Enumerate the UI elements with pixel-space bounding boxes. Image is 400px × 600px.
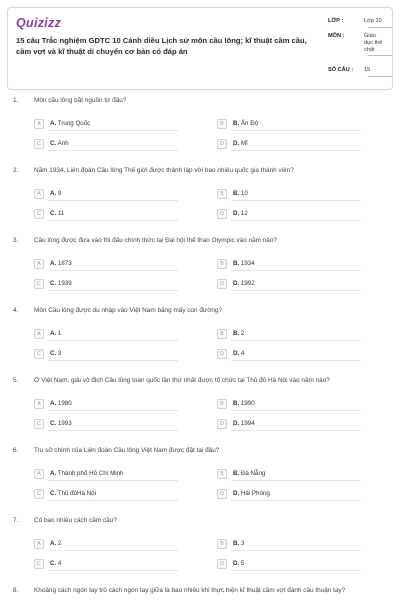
- answer-option-c[interactable]: [34, 139, 194, 150]
- answer-option-b[interactable]: [217, 539, 377, 550]
- answer-option-c[interactable]: [34, 349, 194, 360]
- question-number: 3.: [13, 237, 19, 244]
- answer-option-d[interactable]: [217, 419, 377, 430]
- option-text: C. 3: [50, 350, 62, 357]
- option-text: A. Thành phố Hồ Chí Minh: [50, 470, 124, 477]
- class-label: LỚP :: [328, 18, 344, 24]
- option-text: A. 1: [50, 330, 62, 337]
- option-underline: [231, 550, 361, 551]
- answer-option-a[interactable]: [34, 329, 194, 340]
- option-text: C. 4: [50, 560, 62, 567]
- option-letter-box: D: [217, 349, 227, 359]
- option-text: D. 4: [233, 350, 245, 357]
- option-letter-box: D: [217, 559, 227, 569]
- option-underline: [231, 500, 361, 501]
- quizizz-logo: Quizizz: [16, 16, 62, 30]
- answer-option-b[interactable]: [217, 399, 377, 410]
- question-text: Môn cầu lông bắt nguồn từ đâu?: [34, 97, 127, 104]
- answer-option-b[interactable]: [217, 329, 377, 340]
- option-letter-box: B: [217, 329, 227, 339]
- option-letter-box: D: [217, 489, 227, 499]
- question-number: 4.: [13, 307, 19, 314]
- option-letter-box: A: [34, 329, 44, 339]
- option-letter-box: C: [34, 349, 44, 359]
- option-text: D. 1992: [233, 280, 255, 287]
- question-number: 6.: [13, 447, 19, 454]
- option-text: B. 10: [233, 190, 248, 197]
- option-underline: [48, 290, 178, 291]
- option-letter-box: C: [34, 279, 44, 289]
- answer-option-d[interactable]: [217, 559, 377, 570]
- option-text: A. Trung Quốc: [50, 120, 91, 127]
- option-text: A. 1873: [50, 260, 72, 267]
- answer-option-a[interactable]: [34, 469, 194, 480]
- option-letter-box: B: [217, 539, 227, 549]
- option-letter-box: C: [34, 419, 44, 429]
- subject-value-line-3: chất: [364, 47, 375, 53]
- answer-option-b[interactable]: [217, 469, 377, 480]
- option-letter-box: A: [34, 469, 44, 479]
- answer-option-b[interactable]: [217, 259, 377, 270]
- subject-label: MÔN :: [328, 33, 345, 39]
- option-underline: [48, 410, 178, 411]
- option-letter-box: B: [217, 399, 227, 409]
- question-text: Môn Cầu lông được du nhập vào Việt Nam bằng mấy con đường?: [34, 307, 223, 314]
- option-underline: [231, 570, 361, 571]
- question-number: 7.: [13, 517, 19, 524]
- option-underline: [231, 270, 361, 271]
- option-text: B. 1934: [233, 260, 255, 267]
- option-letter-box: C: [34, 489, 44, 499]
- option-underline: [231, 480, 361, 481]
- question-number: 8.: [13, 587, 19, 594]
- option-letter-box: C: [34, 209, 44, 219]
- option-underline: [48, 550, 178, 551]
- question-text: Năm 1934, Liên đoàn Cầu lông Thế giới được thành lập với bao nhiêu quốc gia thành viên?: [34, 167, 294, 174]
- count-value: 15: [364, 67, 371, 73]
- option-text: D. Hải Phòng: [233, 490, 270, 497]
- question-number: 5.: [13, 377, 19, 384]
- option-letter-box: A: [34, 399, 44, 409]
- option-underline: [231, 410, 361, 411]
- option-underline: [48, 340, 178, 341]
- option-letter-box: D: [217, 139, 227, 149]
- question-text: Ở Việt Nam, giải vô địch Cầu lông toàn quốc lần thứ nhất được tổ chức tại Thủ đô Hà Nội vào năm nào?: [34, 377, 330, 384]
- answer-option-b[interactable]: [217, 119, 377, 130]
- option-underline: [48, 130, 178, 131]
- answer-option-a[interactable]: [34, 399, 194, 410]
- question-text: Cầu lông được đưa vào thi đấu chính thức tại Đại hội thể thao Olympic vào năm nào?: [34, 237, 277, 244]
- option-text: B. Đà Nẵng: [233, 470, 266, 477]
- answer-option-a[interactable]: [34, 259, 194, 270]
- answer-option-a[interactable]: [34, 189, 194, 200]
- option-underline: [48, 200, 178, 201]
- count-label: SỐ CÂU :: [328, 67, 354, 73]
- option-text: B. 1990: [233, 400, 255, 407]
- option-letter-box: D: [217, 279, 227, 289]
- option-text: C. 11: [50, 210, 65, 217]
- answer-option-d[interactable]: [217, 349, 377, 360]
- option-underline: [48, 150, 178, 151]
- option-letter-box: A: [34, 189, 44, 199]
- answer-option-c[interactable]: [34, 419, 194, 430]
- question-text: Khoảng cách ngón tay trỏ cách ngón tay giữa là bao nhiêu khi thực hiện kĩ thuật cầm vợt đánh cầu thuận tay?: [34, 587, 346, 594]
- answer-option-d[interactable]: [217, 209, 377, 220]
- option-text: B. 2: [233, 330, 245, 337]
- option-letter-box: C: [34, 559, 44, 569]
- option-letter-box: B: [217, 259, 227, 269]
- option-letter-box: B: [217, 189, 227, 199]
- option-letter-box: B: [217, 469, 227, 479]
- question-number: 2.: [13, 167, 19, 174]
- option-text: C. Anh: [50, 140, 69, 147]
- option-underline: [48, 220, 178, 221]
- answer-option-d[interactable]: [217, 489, 377, 500]
- answer-option-a[interactable]: [34, 539, 194, 550]
- option-text: D. 12: [233, 210, 248, 217]
- option-text: B. 3: [233, 540, 245, 547]
- option-text: C. Thủ đôHà Nội: [50, 490, 96, 497]
- option-letter-box: D: [217, 419, 227, 429]
- class-underline: [368, 27, 392, 28]
- option-letter-box: C: [34, 139, 44, 149]
- option-underline: [231, 130, 361, 131]
- subject-value-line-1: Giáo: [364, 33, 376, 39]
- option-underline: [231, 200, 361, 201]
- option-text: D. Mĩ: [233, 140, 248, 147]
- option-underline: [231, 340, 361, 341]
- answer-option-b[interactable]: [217, 189, 377, 200]
- worksheet-title: 15 câu Trắc nghiệm GDTC 10 Cánh diều Lịch sử môn cầu lông; kĩ thuật cầm cầu, cầm vợt và kĩ thuật di chuyển cơ bản có đáp án: [16, 36, 307, 56]
- option-underline: [48, 480, 178, 481]
- subject-underline: [368, 55, 392, 56]
- question-text: Trụ sở chính của Liên đoàn Cầu lông Việt Nam được đặt tại đâu?: [34, 447, 220, 454]
- question-text: Có bao nhiêu cách cầm cầu?: [34, 517, 117, 524]
- option-underline: [48, 570, 178, 571]
- answer-option-c[interactable]: [34, 489, 194, 500]
- option-letter-box: B: [217, 119, 227, 129]
- answer-option-d[interactable]: [217, 279, 377, 290]
- option-underline: [231, 360, 361, 361]
- option-underline: [231, 430, 361, 431]
- option-letter-box: D: [217, 209, 227, 219]
- option-letter-box: A: [34, 259, 44, 269]
- count-underline: [368, 76, 392, 77]
- class-value: Lớp 10: [364, 18, 382, 24]
- option-text: A. 1980: [50, 400, 72, 407]
- answer-option-c[interactable]: [34, 279, 194, 290]
- option-text: B. Ấn Độ: [233, 120, 259, 127]
- option-text: A. 9: [50, 190, 62, 197]
- answer-option-c[interactable]: [34, 559, 194, 570]
- option-letter-box: A: [34, 119, 44, 129]
- answer-option-c[interactable]: [34, 209, 194, 220]
- option-text: A. 2: [50, 540, 62, 547]
- worksheet-header: [7, 7, 393, 90]
- option-underline: [231, 290, 361, 291]
- option-text: D. 5: [233, 560, 245, 567]
- option-underline: [48, 270, 178, 271]
- option-underline: [48, 360, 178, 361]
- question-number: 1.: [13, 97, 19, 104]
- option-underline: [48, 430, 178, 431]
- option-letter-box: A: [34, 539, 44, 549]
- option-text: C. 1993: [50, 420, 72, 427]
- option-underline: [231, 220, 361, 221]
- answer-option-d[interactable]: [217, 139, 377, 150]
- subject-value-line-2: dục thể: [364, 40, 383, 46]
- option-text: D. 1994: [233, 420, 255, 427]
- option-underline: [48, 500, 178, 501]
- option-underline: [231, 150, 361, 151]
- option-text: C. 1939: [50, 280, 72, 287]
- answer-option-a[interactable]: [34, 119, 194, 130]
